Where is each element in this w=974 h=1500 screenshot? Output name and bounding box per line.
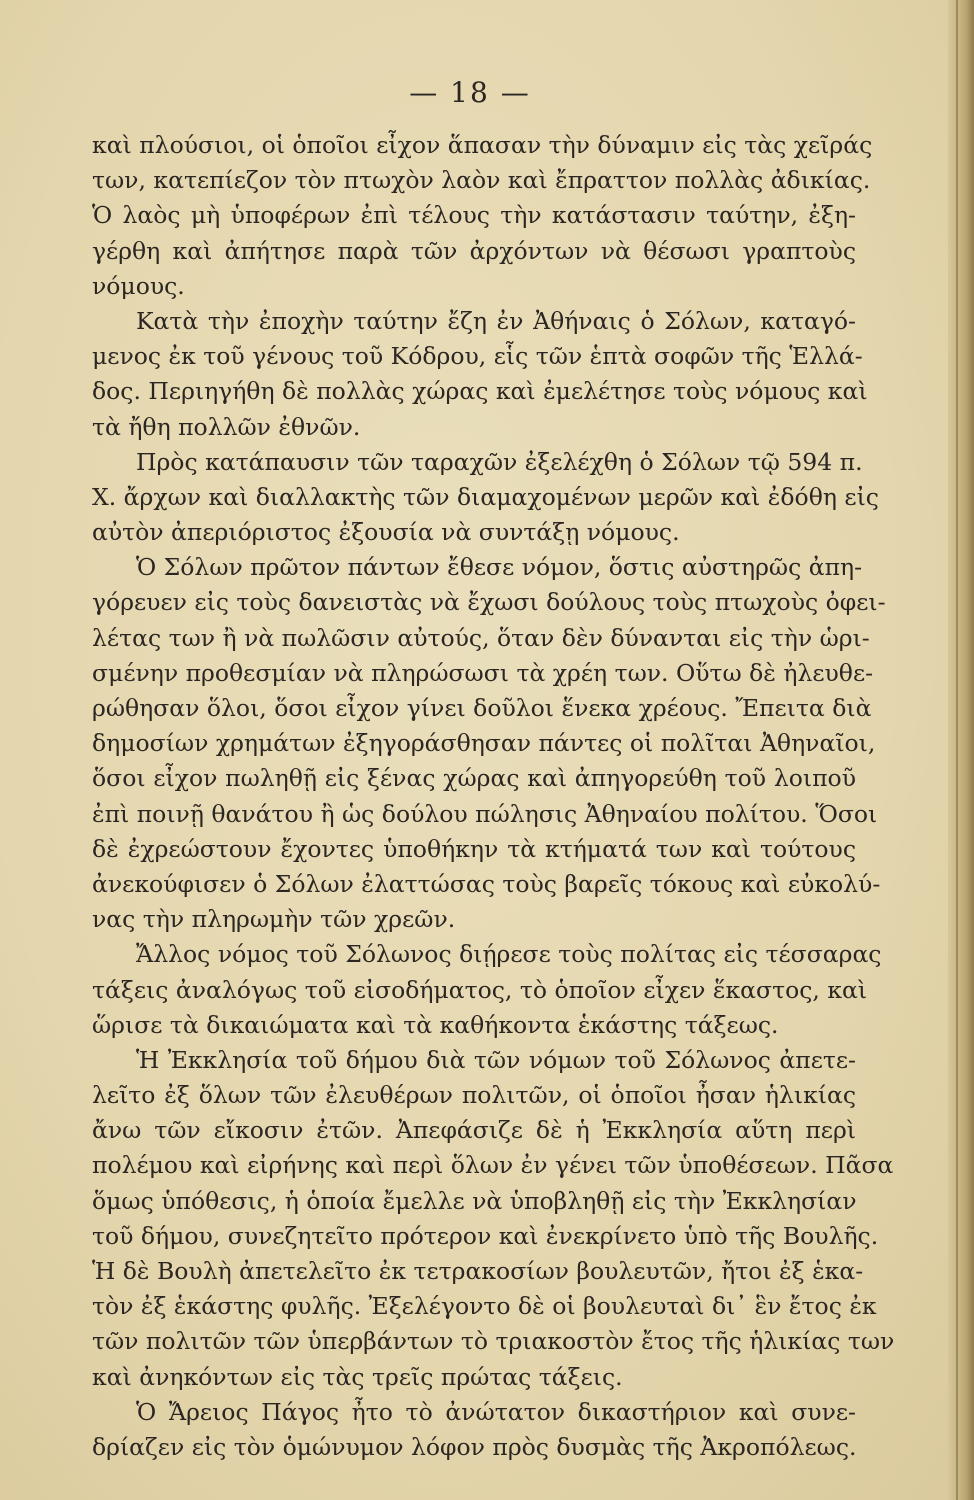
text-line: των, κατεπίεζον τὸν πτωχὸν λαὸν καὶ ἔπραττον πολλὰς ἀδικίας. (92, 166, 871, 195)
text-line: ἐπὶ ποινῇ θανάτου ἢ ὡς δούλου πώλησις Ἀθηναίου πολίτου. Ὅσοι (92, 799, 878, 828)
text-line: καὶ πλούσιοι, οἱ ὁποῖοι εἶχον ἅπασαν τὴν δύναμιν εἰς τὰς χεῖράς (92, 131, 873, 159)
text-line: λεῖτο ἐξ ὅλων τῶν ἐλευθέρων πολιτῶν, οἱ ὁποῖοι ἦσαν ἡλικίας (92, 1081, 856, 1110)
text-line: ὅμως ὑπόθεσις, ἡ ὁποία ἔμελλε νὰ ὑποβληθῇ εἰς τὴν Ἐκκλησίαν (92, 1186, 857, 1215)
text-line: μενος ἐκ τοῦ γένους τοῦ Κόδρου, εἷς τῶν ἑπτὰ σοφῶν τῆς Ἑλλά- (92, 342, 863, 371)
text-line: ὅσοι εἶχον πωληθῇ εἰς ξένας χώρας καὶ ἀπηγορεύθη τοῦ λοιποῦ (92, 764, 856, 793)
text-line: γέρθη καὶ ἀπήτησε παρὰ τῶν ἀρχόντων νὰ θέσωσι γραπτοὺς (92, 236, 856, 265)
text-line: Ἡ Ἐκκλησία τοῦ δήμου διὰ τῶν νόμων τοῦ Σόλωνος ἀπετε- (136, 1045, 856, 1074)
text-line: ὥρισε τὰ δικαιώματα καὶ τὰ καθήκοντα ἑκάστης τάξεως. (92, 1010, 779, 1039)
text-line: σμένην προθεσμίαν νὰ πληρώσωσι τὰ χρέη των. Οὕτω δὲ ἠλευθε- (92, 658, 874, 687)
text-line: Ὁ λαὸς μὴ ὑποφέρων ἐπὶ τέλους τὴν κατάστασιν ταύτην, ἐξη- (92, 201, 856, 230)
text-line: πολέμου καὶ εἰρήνης καὶ περὶ ὅλων ἐν γένει τῶν ὑποθέσεων. Πᾶσα (92, 1151, 894, 1180)
text-line: δημοσίων χρημάτων ἐξηγοράσθησαν πάντες οἱ πολῖται Ἀθηναῖοι, (92, 729, 876, 758)
text-line: ἀνεκούφισεν ὁ Σόλων ἐλαττώσας τοὺς βαρεῖς τόκους καὶ εὐκολύ- (92, 869, 881, 898)
text-line: Ὁ Ἄρειος Πάγος ἦτο τὸ ἀνώτατον δικαστήριον καὶ συνε- (136, 1397, 856, 1426)
text-line: δος. Περιηγήθη δὲ πολλὰς χώρας καὶ ἐμελέτησε τοὺς νόμους καὶ (92, 377, 868, 406)
text-line: καὶ ἀνηκόντων εἰς τὰς τρεῖς πρώτας τάξεις. (92, 1362, 623, 1391)
page-binding-edge (948, 0, 974, 1500)
text-line: Ἄλλος νόμος τοῦ Σόλωνος διῄρεσε τοὺς πολίτας εἰς τέσσαρας (136, 940, 882, 969)
text-line: λέτας των ἢ νὰ πωλῶσιν αὐτούς, ὅταν δὲν δύνανται εἰς τὴν ὡρι- (92, 623, 870, 652)
text-line: τῶν πολιτῶν τῶν ὑπερβάντων τὸ τριακοστὸν ἔτος τῆς ἡλικίας των (92, 1327, 895, 1356)
text-line: γόρευεν εἰς τοὺς δανειστὰς νὰ ἔχωσι δούλους τοὺς πτωχοὺς ὀφει- (92, 588, 886, 617)
text-line: τοῦ δήμου, συνεζητεῖτο πρότερον καὶ ἐνεκρίνετο ὑπὸ τῆς Βουλῆς. (92, 1221, 879, 1250)
text-line: τάξεις ἀναλόγως τοῦ εἰσοδήματος, τὸ ὁποῖον εἶχεν ἕκαστος, καὶ (92, 975, 868, 1004)
text-line: Χ. ἄρχων καὶ διαλλακτὴς τῶν διαμαχομένων μερῶν καὶ ἐδόθη εἰς (92, 482, 879, 511)
text-line: Ὁ Σόλων πρῶτον πάντων ἔθεσε νόμον, ὅστις αὐστηρῶς ἀπη- (136, 553, 863, 582)
text-line: νόμους. (92, 271, 185, 300)
text-line: δρίαζεν εἰς τὸν ὁμώνυμον λόφον πρὸς δυσμὰς τῆς Ἀκροπόλεως. (92, 1432, 857, 1461)
page-edge-line (956, 0, 958, 1500)
text-line: Ἡ δὲ Βουλὴ ἀπετελεῖτο ἐκ τετρακοσίων βουλευτῶν, ἤτοι ἐξ ἑκα- (92, 1257, 864, 1285)
text-line: δὲ ἐχρεώστουν ἔχοντες ὑποθήκην τὰ κτήματά των καὶ τούτους (92, 834, 856, 863)
text-line: νας τὴν πληρωμὴν τῶν χρεῶν. (92, 905, 456, 934)
text-line: τὸν ἐξ ἑκάστης φυλῆς. Ἐξελέγοντο δὲ οἱ βουλευταὶ δι᾿ ἓν ἔτος ἐκ (92, 1292, 877, 1321)
text-line: αὐτὸν ἀπεριόριστος ἐξουσία νὰ συντάξῃ νόμους. (92, 518, 680, 547)
text-line: Κατὰ τὴν ἐποχὴν ταύτην ἔζη ἐν Ἀθήναις ὁ Σόλων, καταγό- (136, 306, 856, 335)
page-number: — 18 — (409, 76, 531, 109)
text-line: ἄνω τῶν εἴκοσιν ἐτῶν. Ἀπεφάσιζε δὲ ἡ Ἐκκλησία αὕτη περὶ (92, 1116, 856, 1145)
text-line: ρώθησαν ὅλοι, ὅσοι εἶχον γίνει δοῦλοι ἕνεκα χρέους. Ἔπειτα διὰ (92, 694, 872, 722)
text-line: Πρὸς κατάπαυσιν τῶν ταραχῶν ἐξελέχθη ὁ Σόλων τῷ 594 π. (136, 447, 863, 476)
body-text (92, 128, 895, 1465)
text-line: τὰ ἤθη πολλῶν ἐθνῶν. (92, 412, 361, 441)
